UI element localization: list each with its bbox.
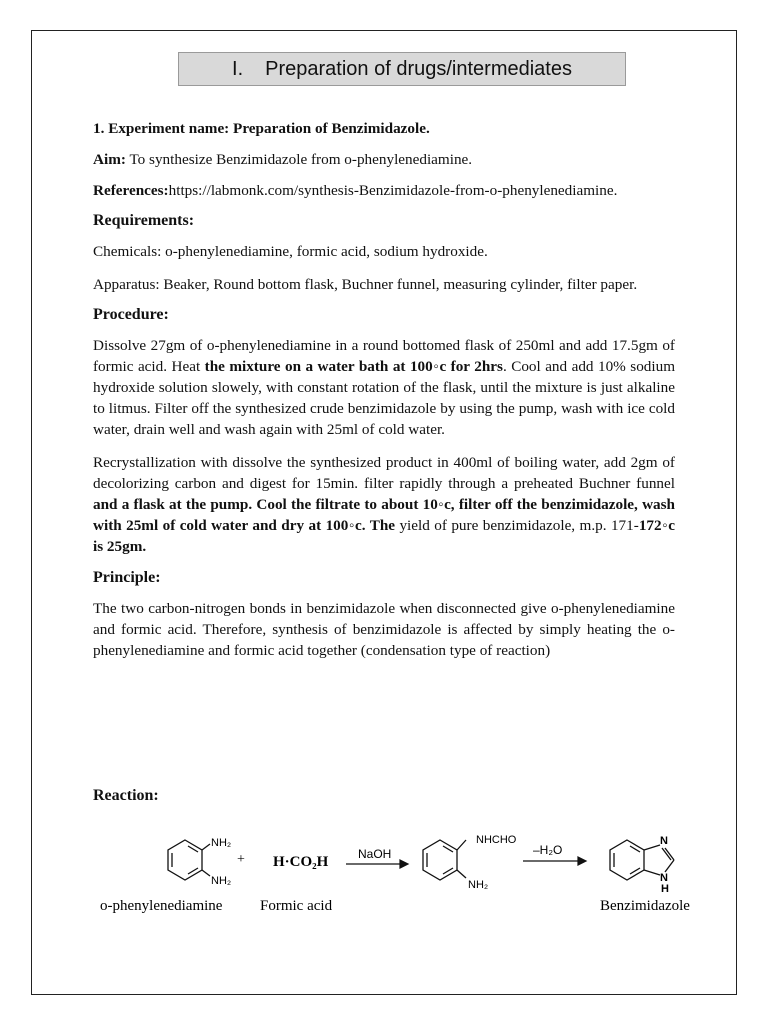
chemicals-text: Chemicals: o-phenylenediamine, formic acid, sodium hydroxide.: [93, 243, 488, 260]
nhcho-label: NHCHO: [476, 834, 517, 846]
procedure-bold-text: the mixture on a water bath at 100◦c for 2hrs: [204, 358, 503, 375]
reaction-scheme: [90, 826, 710, 926]
references: [93, 180, 675, 201]
procedure-heading: Procedure:: [93, 306, 169, 323]
ring-n-label: N: [660, 835, 668, 847]
experiment-label: 1. Experiment name:: [93, 120, 230, 137]
experiment-name: [93, 118, 675, 139]
aim-label: Aim:: [93, 151, 126, 168]
requirements-heading: Requirements:: [93, 212, 195, 229]
experiment-title: Preparation of Benzimidazole.: [233, 120, 430, 137]
formic-acid-formula: H·CO₂H: [273, 854, 329, 870]
aim: [93, 149, 675, 170]
procedure-text: Dissolve 27gm of o-phenylenediamine in a round bottomed flask of 250ml and add 17.5gm of formic acid. Heat: [93, 337, 675, 375]
section-title: Preparation of drugs/intermediates: [265, 57, 572, 80]
procedure-text: yield of pure benzimidazole, m.p. 171-: [395, 517, 639, 534]
references-link[interactable]: https://labmonk.com/synthesis-Benzimidazole-from-o-phenylenediamine.: [168, 182, 618, 199]
aim-text: To synthesize Benzimidazole from o-phenylenediamine.: [129, 151, 473, 168]
reaction-heading: Reaction:: [93, 787, 159, 804]
nh2-label: NH₂: [211, 837, 232, 849]
procedure-paragraph-1: [93, 335, 675, 440]
procedure-bold-text: and a flask at the pump. Cool the filtrate to about 10◦c, filter off the benzimidazole, wash with 25ml of cold water and dry at 100◦c. The: [93, 496, 675, 534]
reactant1-label: o-phenylenediamine: [100, 898, 223, 914]
references-label: References:: [93, 182, 169, 199]
procedure-paragraph-2: [93, 452, 675, 557]
reaction-arrow: [346, 860, 408, 868]
section-banner: [178, 52, 626, 86]
principle-heading: Principle:: [93, 569, 161, 586]
procedure-text: . Cool and add 10% sodium hydroxide solution slowely, with constant rotation of the flask, until the mixture is just alkaline to litmus. Filter off the synthesized crude benzimidazole by using the pump, wash with ice cold water, drain well and wash again with 25ml of cold water.: [93, 358, 676, 438]
apparatus-text: Apparatus: Beaker, Round bottom flask, Buchner funnel, measuring cylinder, filter paper.: [93, 276, 638, 293]
o-phenylenediamine-structure: [168, 840, 210, 880]
procedure-text: Recrystallization with dissolve the synthesized product in 400ml of boiling water, add 2gm of decolorizing carbon and digest for 15min. filter rapidly through a preheated Buchner funnel: [93, 454, 675, 492]
intermediate-structure: [423, 840, 466, 880]
reagent-naoh: NaOH: [358, 847, 392, 861]
procedure-bold-text: 172◦c is 25gm.: [93, 517, 675, 555]
document-body: [93, 118, 675, 673]
product-label: Benzimidazole: [600, 898, 690, 914]
ring-h-label: H: [661, 883, 669, 895]
nh2-label: NH₂: [468, 879, 489, 891]
ring-n-label: N: [660, 872, 668, 884]
plus-sign: +: [237, 852, 245, 867]
principle-text: The two carbon-nitrogen bonds in benzimidazole when disconnected give o-phenylenediamine and formic acid. Therefore, synthesis of benzimidazole is affected by simply heating the o-phenylenediamine and formic acid together (condensation type of reaction): [93, 600, 675, 659]
reaction-arrow: [523, 857, 586, 865]
section-number: I.: [232, 57, 244, 80]
nh2-label: NH₂: [211, 875, 232, 887]
reagent-water-loss: –H₂O: [533, 843, 563, 857]
reactant2-label: Formic acid: [260, 898, 333, 914]
